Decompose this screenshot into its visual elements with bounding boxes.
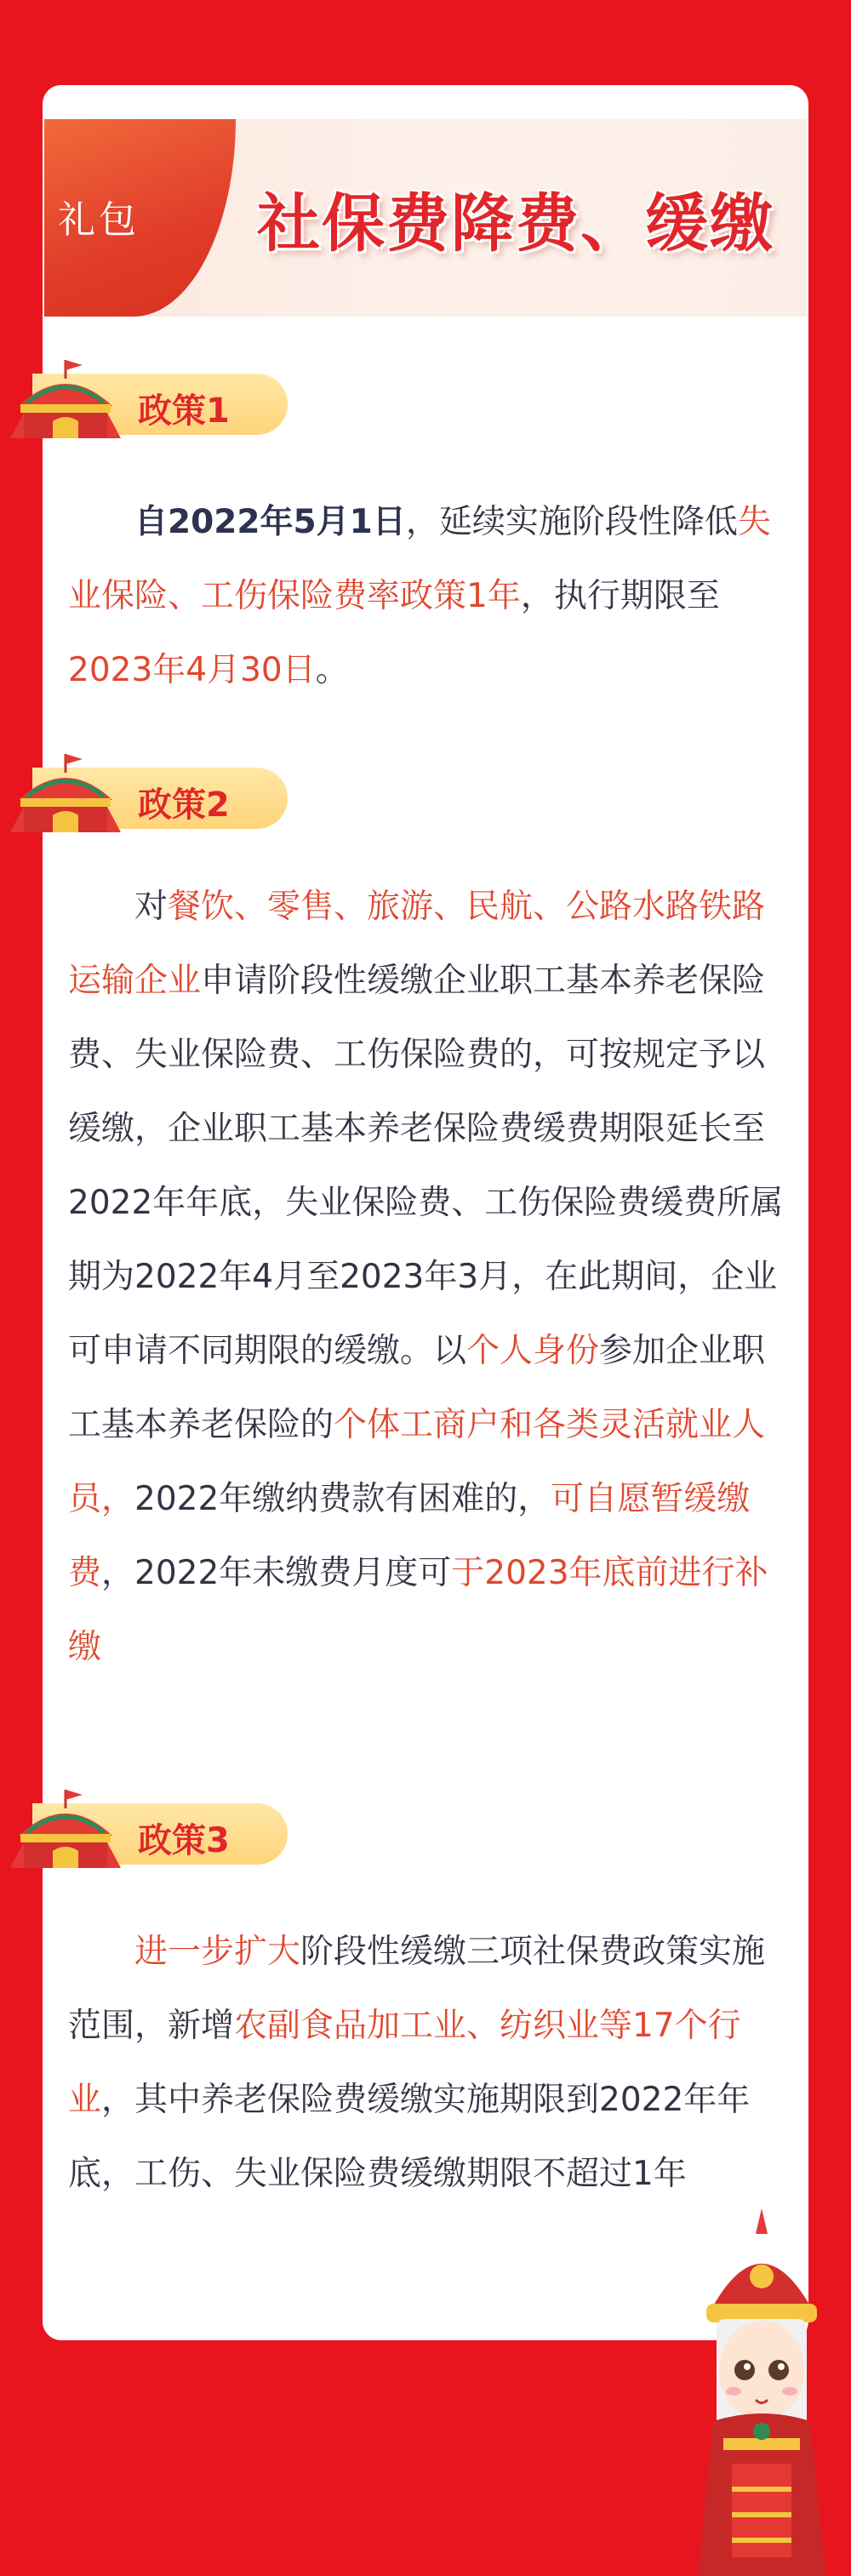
- policy-3-text: [68, 1915, 785, 2211]
- highlight-text: 于2023年底前进行补缴: [68, 1554, 768, 1666]
- body-text: 。: [315, 651, 349, 689]
- policy-2-text: [68, 870, 785, 1684]
- highlight-text: 2023年4月30日: [68, 651, 316, 689]
- body-text: ，延续实施阶段性降低: [405, 503, 738, 541]
- policy-3-badge: [2, 1783, 291, 1871]
- policy-1-text: [68, 485, 785, 707]
- highlight-text: 失业保险、工伤保险费率政策1年: [68, 503, 771, 615]
- body-text: 对: [134, 888, 168, 926]
- body-text: 申请阶段性缓缴企业职工基本养老保险费、失业保险费、工伤保险费的，可按规定予以缓缴，企业职工基本养老保险费缓费期限延长至2022年年底，失业保险费、工伤保险费缓费所属期为2022年4月至2023年3月，在此期间，企业可申请不同期限的缓缴。以: [68, 962, 784, 1370]
- body-text: ，2022年未缴费月度可: [101, 1554, 452, 1592]
- policy-label: 政策2: [138, 785, 230, 825]
- body-text: 阶段性缓缴三项社保费政策实施范围，新增: [68, 1933, 766, 2045]
- page-header-banner: [44, 119, 807, 317]
- body-text: 2022年缴纳费款有困难的，: [134, 1480, 551, 1518]
- highlight-text: 可自愿暂缓缴费: [68, 1480, 751, 1592]
- highlight-text: 个体工商户和各类灵活就业人员，: [68, 1406, 766, 1518]
- tent-icon: [2, 747, 129, 836]
- highlight-text: 进一步扩大: [134, 1933, 301, 1971]
- body-text: ，其中养老保险费缓缴实施期限到2022年年底，工伤、失业保险费缓缴期限不超过1年: [68, 2081, 751, 2193]
- policy-label: 政策1: [138, 391, 230, 431]
- tent-icon: [2, 353, 129, 442]
- body-text: ，执行期限至: [520, 577, 720, 615]
- mascot-figure: [672, 2208, 851, 2576]
- policy-2-badge: [2, 747, 291, 836]
- highlight-text: 农副食品加工业、纺织业等17个行业: [68, 2007, 741, 2119]
- highlight-text: 个人身份: [466, 1332, 600, 1370]
- body-text: 参加企业职工基本养老保险的: [68, 1332, 766, 1444]
- policy-label: 政策3: [138, 1821, 230, 1860]
- page-title: 社保费降费、缓缴: [257, 187, 774, 260]
- bold-text: 自2022年5月1日: [134, 503, 406, 541]
- tent-icon: [2, 1783, 129, 1871]
- policy-1-badge: [2, 353, 291, 442]
- header-tag-label: 礼包: [58, 198, 140, 242]
- highlight-text: 餐饮、零售、旅游、民航、公路水路铁路运输企业: [68, 888, 766, 1000]
